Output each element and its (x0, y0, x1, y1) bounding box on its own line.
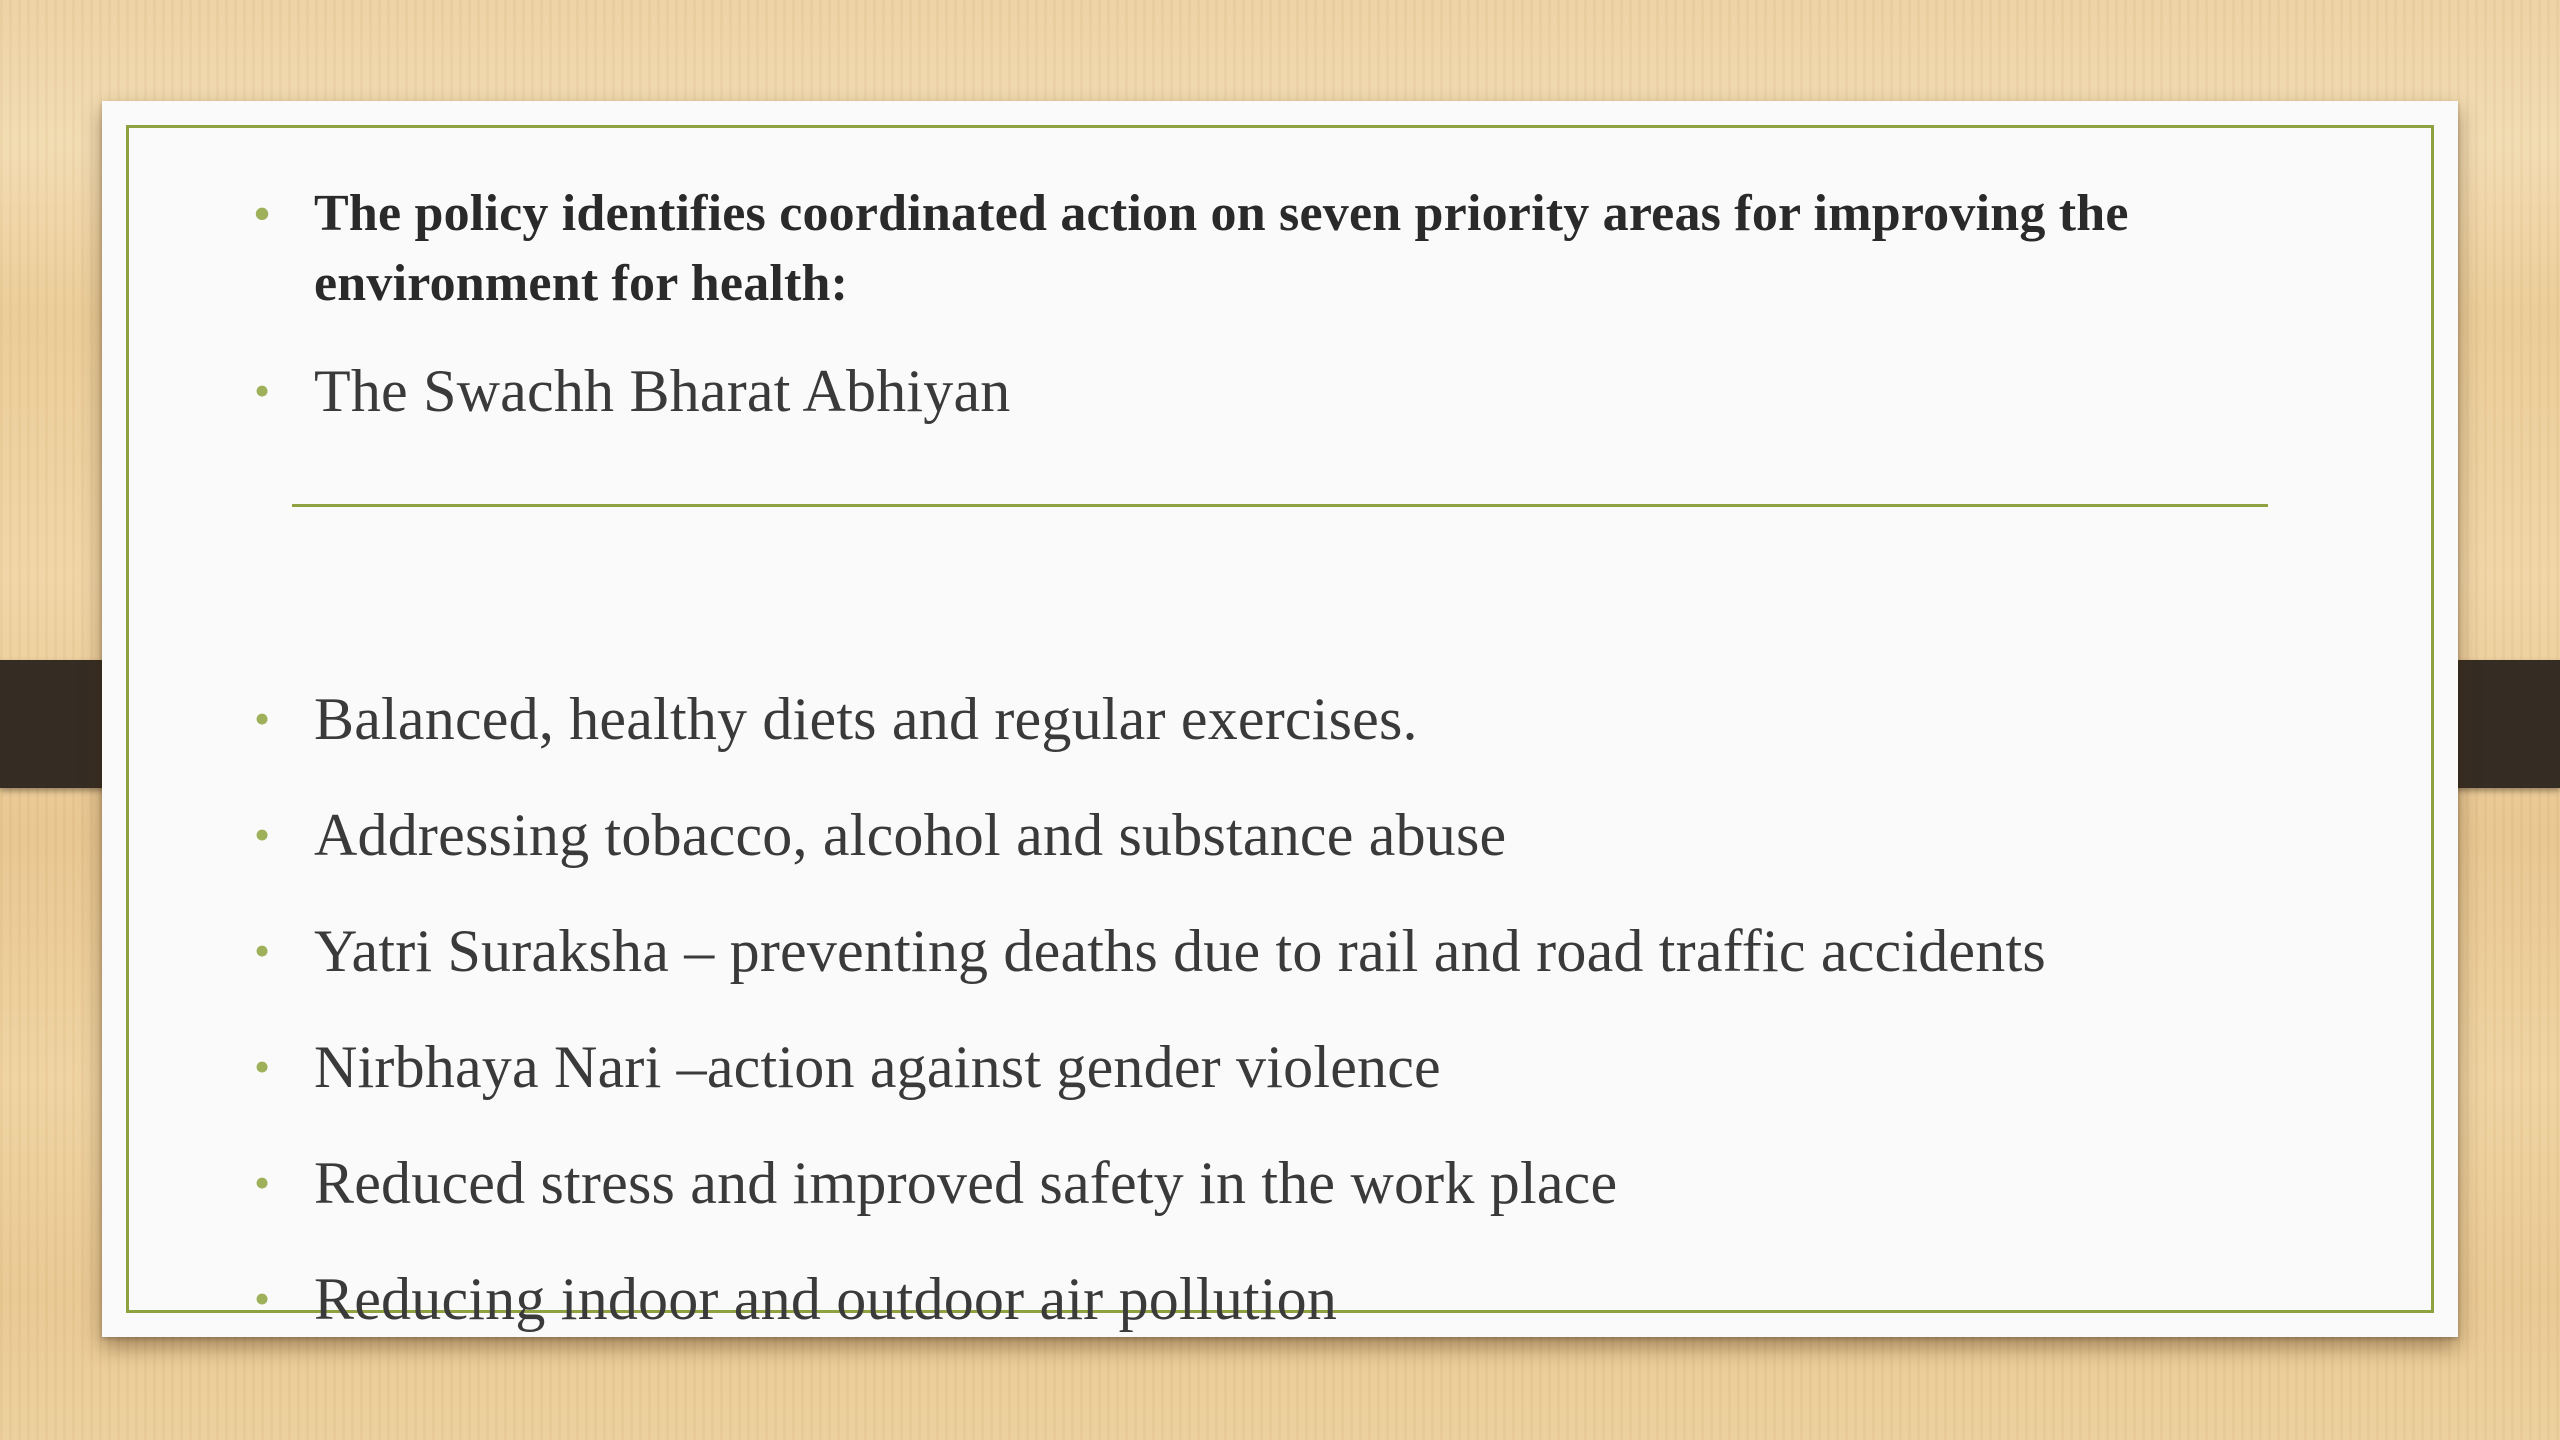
list-item-text: Reducing indoor and outdoor air pollution (314, 1266, 1338, 1332)
bullet-dot-icon: • (254, 1273, 271, 1324)
priority-list (250, 683, 2390, 1379)
list-item-text: Addressing tobacco, alcohol and substance abuse (314, 802, 1507, 868)
list-item-text: Nirbhaya Nari –action against gender violence (314, 1034, 1441, 1100)
slide-card (102, 101, 2458, 1337)
divider-line (292, 504, 2268, 507)
list-item (250, 915, 2390, 987)
first-priority-text: The Swachh Bharat Abhiyan (314, 358, 1011, 424)
bullet-dot-icon: • (254, 1041, 271, 1092)
bullet-dot-icon: • (254, 188, 271, 239)
bullet-dot-icon: • (254, 365, 271, 416)
list-item-text: Reduced stress and improved safety in the work place (314, 1150, 1618, 1216)
bullet-dot-icon: • (254, 693, 271, 744)
list-item (250, 1031, 2390, 1103)
bullet-dot-icon: • (254, 925, 271, 976)
intro-text: The policy identifies coordinated action on seven priority areas for improving the environment for health: (314, 185, 2129, 312)
list-item (250, 799, 2390, 871)
bullet-dot-icon: • (254, 1157, 271, 1208)
list-item (250, 1263, 2390, 1335)
list-item-text: Balanced, healthy diets and regular exercises. (314, 686, 1418, 752)
list-item (250, 1147, 2390, 1219)
intro-bullet-item (250, 179, 2390, 319)
list-item-text: Yatri Suraksha – preventing deaths due to rail and road traffic accidents (314, 918, 2046, 984)
bullet-dot-icon: • (254, 809, 271, 860)
first-priority-item (250, 355, 2390, 427)
list-item (250, 683, 2390, 755)
upper-section (250, 179, 2390, 427)
